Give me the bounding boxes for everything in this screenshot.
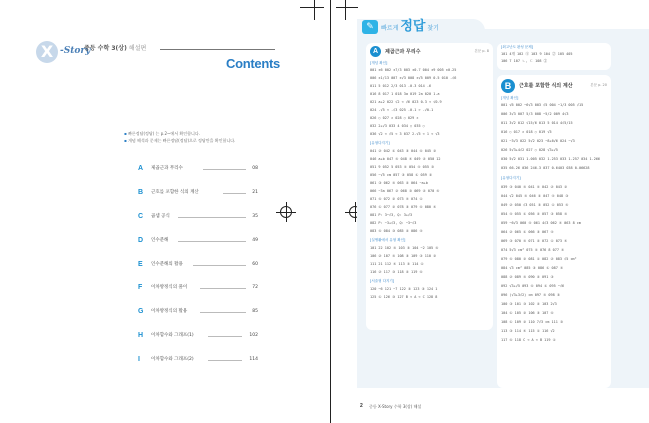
toc-letter: A xyxy=(138,165,144,172)
answer-row: 016 8 017 1 018 3a 019 2a 020 1-a xyxy=(370,92,440,96)
toc-title: 근호를 포함한 식의 계산 xyxy=(151,189,199,195)
title-divider xyxy=(160,49,275,50)
answer-row: 051 9 052 5 053 ⑤ 054 ④ 055 ③ xyxy=(370,165,435,169)
answer-row: 021 a+2 022 √2 < √6 023 0.3 < √0.9 xyxy=(370,100,442,104)
answer-row: 104 ① 105 ② 106 ③ 107 ⑤ xyxy=(501,311,554,315)
toc-page: 35 xyxy=(252,213,258,219)
crop-mark-top-right xyxy=(345,0,346,20)
page-number: 2 xyxy=(360,403,363,409)
answer-row: 101 22 102 ⑤ 103 ③ 104 −2 105 ⑤ xyxy=(370,246,439,250)
answer-row: 101 4개 102 ④ 103 9 104 ② 105 405 xyxy=(501,52,573,56)
answer-row: 030 5√2 031 1.005 032 1.253 033 1.257 034 1.266 xyxy=(501,157,601,161)
toc-letter: H xyxy=(138,332,144,340)
page-spine xyxy=(330,0,331,423)
note: ▪ 개념 해석과 문제는 빠른정답(정답)으로 정답만을 확인합니다. xyxy=(124,137,294,144)
toc-leader xyxy=(208,360,242,361)
section-b-title: 근호를 포함한 식의 계산 xyxy=(519,83,573,89)
answer-row: 059 −6√3 060 ④ 061 4√3 062 ④ 063 8 cm xyxy=(501,221,582,225)
answer-row: 024 -√5 < -√3 025 -0.1 > -√0.1 xyxy=(370,108,434,112)
toc-item[interactable] xyxy=(138,307,258,331)
subhead: [개념 확인] xyxy=(501,96,519,100)
answer-row: 001 √6 002 −6√3 003 √5 004 −1/3 005 √15 xyxy=(501,103,584,107)
toc-letter: B xyxy=(138,188,144,196)
notes xyxy=(124,130,294,144)
toc-letter: E xyxy=(138,260,143,268)
answer-row: 100 ③ 101 ③ 102 ② 103 2√3 xyxy=(501,302,557,306)
answer-row: 064 ② 065 ① 066 ③ 067 ④ xyxy=(501,230,554,234)
answer-row: 082 P: −3+√3, Q: −3−√3 xyxy=(370,221,417,225)
book-title xyxy=(84,45,146,53)
toc-item[interactable] xyxy=(138,212,258,236)
toc-title: 제곱근과 무리수 xyxy=(151,166,183,171)
answer-row: 125 ① 126 ③ 127 B < A < C 128 8 xyxy=(370,295,438,299)
table-of-contents xyxy=(138,164,258,379)
toc-title: 이차함수와 그래프(1) xyxy=(151,333,194,339)
subhead: [유형다지기] xyxy=(370,141,390,145)
section-b-header xyxy=(501,79,573,93)
toc-title: 곱셈 공식 xyxy=(151,213,170,219)
pencil-icon: ✎ xyxy=(362,20,378,34)
subhead: [최고난도 완성 문제] xyxy=(501,45,534,49)
answer-row: 039 ③ 040 ⑤ 041 ⑤ 042 ② 043 ② xyxy=(501,185,568,189)
toc-leader xyxy=(203,169,246,170)
section-a-badge: A xyxy=(370,46,381,57)
answer-row: 069 ③ 070 ⑤ 071 ② 072 ① 073 ④ xyxy=(501,239,568,243)
answer-row: 113 ③ 114 ④ 115 ① 116 √2 xyxy=(501,329,555,333)
answer-row: 088 ② 089 ⑤ 090 ② 091 ③ xyxy=(501,275,554,279)
toc-letter: I xyxy=(138,356,140,364)
logo-story: -Story xyxy=(60,46,91,56)
answer-row: 049 ② 050 √3 051 ③ 052 ① 053 ④ xyxy=(501,203,569,207)
toc-leader xyxy=(178,217,246,218)
toc-letter: D xyxy=(138,236,144,244)
toc-title: 이차방정식의 활용 xyxy=(151,309,188,315)
toc-letter: F xyxy=(138,284,143,292)
toc-item[interactable] xyxy=(138,260,258,284)
answer-row: 117 ⑤ 118 C < A < B 119 ① xyxy=(501,338,556,342)
logo-x: X xyxy=(36,41,58,63)
contents-title: Contents xyxy=(226,56,280,71)
section-a-title: 제곱근과 무리수 xyxy=(385,48,421,55)
answer-row: 026 ○ 027 × 028 ○ 029 × xyxy=(370,116,419,120)
answer-row: 035 66.26 036 246.3 037 0.6403 038 0.06628 xyxy=(501,166,590,170)
answer-row: 081 P: 3−√3, Q: 3+√3 xyxy=(370,213,413,217)
answer-row: 054 ④ 055 ① 056 ② 057 ③ 058 ⑤ xyxy=(501,212,568,216)
crop-mark-top-h-right xyxy=(336,7,358,8)
answer-row: 079 ⑤ 080 ② 081 ① 082 ② 083 √5 cm² xyxy=(501,257,577,261)
toc-title: 이차함수와 그래프(2) xyxy=(151,357,194,363)
section-a-panel xyxy=(366,43,493,330)
answer-row: 006 ±1/13 007 ±√3 008 ±√5 009 0.5 010 -√6 xyxy=(370,76,457,80)
subhead: [실생활에서 유형 확인] xyxy=(370,238,406,242)
answer-row: 011 5 012 2/3 013 -0.3 014 -6 xyxy=(370,84,432,88)
section-a-ref: 본문 p. 8 xyxy=(474,49,489,53)
answer-row: 120 −6 121 −7 122 ③ 123 ③ 124 1 xyxy=(370,287,438,291)
answer-row: 083 ⑤ 084 ③ 085 ② 086 ④ xyxy=(370,229,423,233)
toc-item[interactable] xyxy=(138,331,258,355)
note: ▪ 빠른정답(정답) 는 p.2~에서 확인합니다. xyxy=(124,130,294,137)
answer-row: 016 ○ 017 × 018 ○ 019 √5 xyxy=(501,130,552,134)
subhead: [개념 확인] xyxy=(370,61,388,65)
answer-row: 071 ⑤ 072 ② 073 ④ 074 ① xyxy=(370,197,423,201)
toc-leader xyxy=(193,265,246,266)
registration-mark-left xyxy=(280,206,292,218)
toc-page: 102 xyxy=(249,333,258,339)
book-title-sub: 해설편 xyxy=(128,45,147,52)
book-title-main: 중등 수학 3(상) xyxy=(84,45,127,52)
toc-page: 21 xyxy=(252,189,258,195)
toc-letter: C xyxy=(138,212,144,220)
answer-row: 006 3√3 007 5/3 008 −5/2 009 4√3 xyxy=(501,112,569,116)
toc-item[interactable] xyxy=(138,236,258,260)
toc-leader xyxy=(208,336,242,337)
answer-row: 111 21 112 ④ 113 ③ 114 ① xyxy=(370,262,424,266)
crop-mark-top-h-left xyxy=(300,7,324,8)
answer-row: 044 √2 045 ⑤ 046 ② 047 ④ 048 ③ xyxy=(501,194,569,198)
answers-title: 빠르게 정답 찾기 xyxy=(381,19,439,34)
answer-row: 041 ② 042 ① 043 ③ 044 ⑤ 045 ② xyxy=(370,149,437,153)
footer-text: 중등 X-Story 수학 3(상) 해설 xyxy=(369,404,422,409)
subhead: [서술형 다지기] xyxy=(370,279,395,283)
crop-mark-top-left xyxy=(314,0,315,20)
toc-item[interactable] xyxy=(138,283,258,307)
toc-item[interactable] xyxy=(138,188,258,212)
answer-row: 106 ② 107 ⑤ 108 ③ 109 ③ 110 ② xyxy=(370,254,437,258)
answer-row: 096 (√3+3√2) cm 097 ⑤ 098 ③ xyxy=(501,293,560,297)
section-b-badge: B xyxy=(501,79,515,93)
toc-item[interactable] xyxy=(138,164,258,188)
toc-page: 114 xyxy=(249,357,258,363)
toc-leader xyxy=(223,193,246,194)
toc-page: 72 xyxy=(252,285,258,291)
toc-title: 인수분해 xyxy=(151,237,169,243)
answer-row: 076 ① 077 ② 078 ③ 079 ⑤ 080 ④ xyxy=(370,205,437,209)
toc-item[interactable] xyxy=(138,355,258,379)
toc-page: 85 xyxy=(252,309,258,315)
answer-row: 032 2+√3 033 4 034 ○ 035 ○ xyxy=(370,124,425,128)
toc-page: 60 xyxy=(252,261,258,267)
subhead: [유형다지기] xyxy=(501,176,521,180)
toc-letter: G xyxy=(138,308,144,316)
answer-row: 116 ② 117 ③ 118 ② 119 ⑤ xyxy=(370,270,423,274)
section-b-ref: 본문 p. 20 xyxy=(590,83,607,87)
toc-title: 인수분해의 활용 xyxy=(151,261,183,267)
answer-row: 108 ① 109 ② 110 7√3 cm 111 ③ xyxy=(501,320,564,324)
toc-title: 이차방정식의 풀이 xyxy=(151,285,188,291)
answer-row: 084 √3 cm² 085 ③ 086 ① 087 ⑤ xyxy=(501,266,564,270)
answer-row: 106 7 107 ㄴ, ㄷ 108 ② xyxy=(501,59,548,63)
answer-row: 021 −3√3 022 5√2 023 −8+6√6 024 −√3 xyxy=(501,139,575,143)
answer-row: 046 a+b 047 ④ 048 ④ 049 ② 050 12 xyxy=(370,157,441,161)
answer-row: 036 √2 < √5 < 3 037 2-√5 < 1 < √3 xyxy=(370,132,440,136)
toc-page: 08 xyxy=(252,166,258,171)
answer-row: 011 3√2 012 √15/6 013 5 014 4√5/15 xyxy=(501,121,573,125)
answer-row: 061 ③ 062 ⑤ 063 ② 064 −a+b xyxy=(370,181,428,185)
toc-page: 49 xyxy=(252,237,258,243)
answer-row: 001 ±6 002 ±7/3 003 ±0.7 004 ±9 005 ±0.25 xyxy=(370,68,457,72)
toc-leader xyxy=(200,288,246,289)
section-a-header xyxy=(370,46,421,57)
toc-leader xyxy=(200,312,246,313)
answer-row: 074 5√3 cm² 075 ⑤ 076 8 077 ⑤ xyxy=(501,248,565,252)
answer-row: 092 √3+√5 093 ⑤ 094 ① 095 −√6 xyxy=(501,284,565,288)
answer-row: 026 5√3+4√2 027 ○ 028 √3+√5 xyxy=(501,148,558,152)
prev-section-box xyxy=(497,43,611,70)
toc-leader xyxy=(178,241,246,242)
answer-row: 066 −3a 067 ② 068 ③ 069 ② 070 ④ xyxy=(370,189,440,193)
answer-row: 056 −√5 cm 057 ③ 058 ① 059 ② xyxy=(370,173,433,177)
section-b-panel xyxy=(497,75,611,388)
